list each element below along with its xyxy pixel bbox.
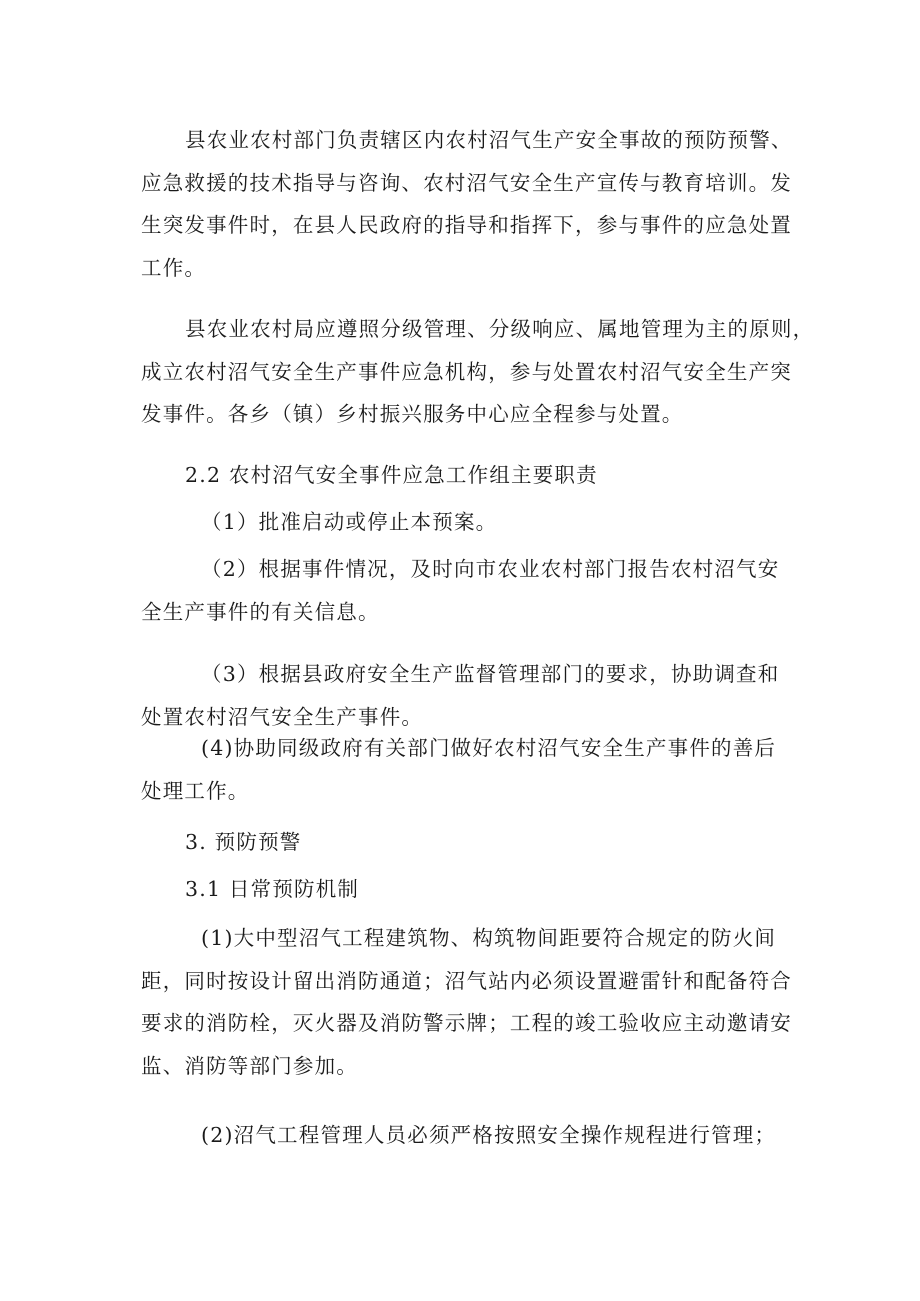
text-line: 工作。	[141, 255, 207, 280]
text-line: 生突发事件时，在县人民政府的指导和指挥下，参与事件的应急处置	[141, 213, 792, 237]
text-line: （1）批准启动或停止本预案。	[201, 510, 498, 534]
heading-3-1	[141, 868, 786, 911]
text-line: (2)沼气工程管理人员必须严格按照安全操作规程进行管理；	[201, 1123, 777, 1147]
text-line: 县农业农村局应遵照分级管理、分级响应、属地管理为主的原则，	[185, 317, 815, 341]
list-item-3	[141, 653, 786, 738]
text-line: 全生产事件的有关信息。	[141, 599, 380, 624]
text-line: 处置农村沼气安全生产事件。	[141, 704, 424, 729]
section-heading: 3.1 日常预防机制	[185, 877, 360, 901]
paragraph-county-agriculture-duties	[141, 119, 793, 289]
text-line: 发事件。各乡（镇）乡村振兴服务中心应全程参与处置。	[141, 402, 684, 426]
text-line: (1)大中型沼气工程建筑物、构筑物间距要符合规定的防火间	[201, 926, 777, 950]
heading-3	[141, 821, 786, 864]
section-heading: 2.2 农村沼气安全事件应急工作组主要职责	[185, 463, 598, 487]
list-item-4	[141, 727, 786, 812]
paragraph-county-bureau-principles	[141, 308, 815, 436]
list-item-5	[141, 917, 792, 1087]
text-line: （2）根据事件情况，及时向市农业农村部门报告农村沼气安	[201, 557, 780, 581]
text-line: 成立农村沼气安全生产事件应急机构，参与处置农村沼气安全生产突	[141, 359, 792, 384]
text-line: 距，同时按设计留出消防通道；沼气站内必须设置避雷针和配备符合	[141, 968, 792, 993]
text-line: 处理工作。	[141, 778, 250, 803]
text-line: (4)协助同级政府有关部门做好农村沼气安全生产事件的善后	[201, 736, 777, 760]
list-item-6	[141, 1114, 786, 1157]
text-line: （3）根据县政府安全生产监督管理部门的要求，协助调查和	[201, 662, 780, 686]
section-heading: 3. 预防预警	[185, 830, 302, 854]
list-item-2	[141, 548, 786, 633]
list-item-1	[141, 501, 786, 544]
text-line: 县农业农村部门负责辖区内农村沼气生产安全事故的预防预警、	[185, 128, 793, 152]
text-line: 要求的消防栓，灭火器及消防警示牌；工程的竣工验收应主动邀请安	[141, 1011, 792, 1035]
text-line: 应急救援的技术指导与咨询、农村沼气安全生产宣传与教育培训。发	[141, 170, 792, 195]
heading-2-2	[141, 454, 786, 497]
text-line: 监、消防等部门参加。	[141, 1053, 358, 1078]
